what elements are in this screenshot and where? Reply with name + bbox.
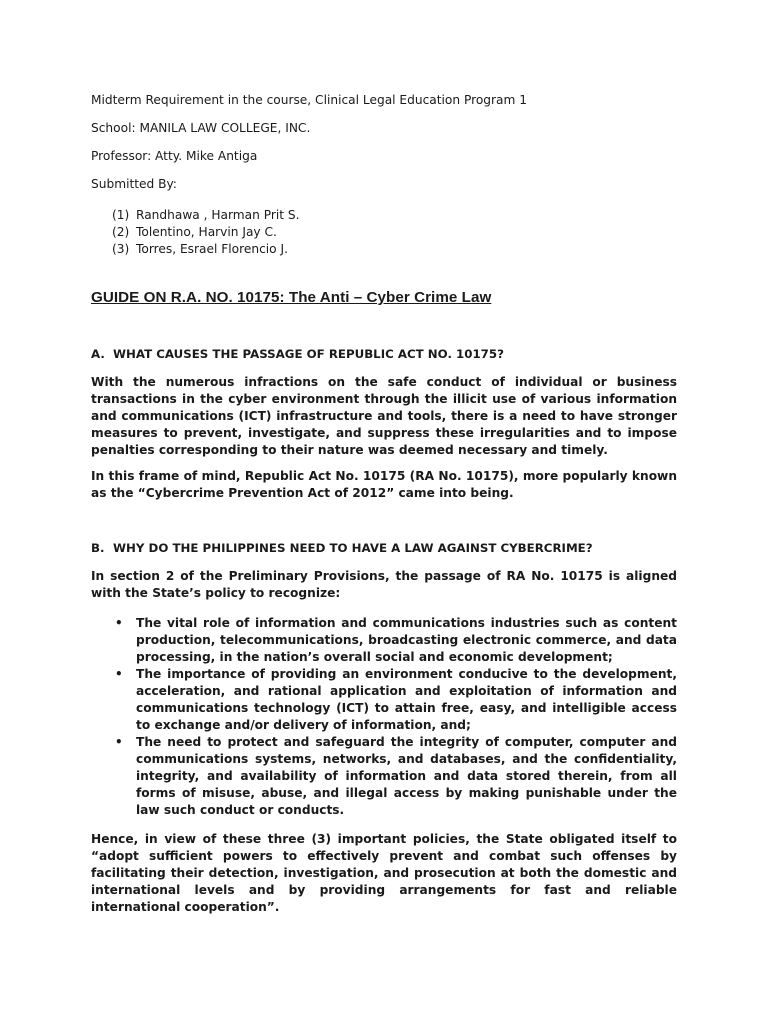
author-item bbox=[112, 224, 677, 241]
author-number: (2) bbox=[112, 225, 130, 239]
section-b-heading bbox=[91, 540, 677, 557]
section-a-title: WHAT CAUSES THE PASSAGE OF REPUBLIC ACT NO. 10175? bbox=[113, 347, 504, 361]
policy-bullet-item bbox=[115, 666, 677, 734]
author-name: Tolentino, Harvin Jay C. bbox=[136, 225, 277, 239]
policy-bullet-list bbox=[91, 615, 677, 819]
policy-bullet-text: The need to protect and safeguard the integrity of computer, computer and communications systems, networks, and databases, and the confidentiality, integrity, and availability of information and data stored therein, from all forms of misuse, abuse, and illegal access by making punishable under the law such conduct or conducts. bbox=[136, 735, 677, 817]
section-b-letter: B. bbox=[91, 541, 105, 555]
professor-line: Professor: Atty. Mike Antiga bbox=[91, 149, 258, 163]
policy-bullet-text: The vital role of information and communications industries such as content production, telecommunications, broadcasting electronic commerce, and data processing, in the nation’s overall social and economic development; bbox=[136, 616, 677, 664]
course-line: Midterm Requirement in the course, Clinical Legal Education Program 1 bbox=[91, 93, 528, 107]
section-a-letter: A. bbox=[91, 347, 105, 361]
author-name: Torres, Esrael Florencio J. bbox=[136, 242, 288, 256]
policy-bullet-text: The importance of providing an environment conducive to the development, acceleration, and rational application and exploitation of information and communications technology (ICT) to attain free, easy, and intelligible access to exchange and/or delivery of information, and; bbox=[136, 667, 677, 732]
document-title: GUIDE ON R.A. NO. 10175: The Anti – Cyber Crime Law bbox=[91, 289, 492, 306]
author-name: Randhawa , Harman Prit S. bbox=[136, 208, 300, 222]
section-b-title: WHY DO THE PHILIPPINES NEED TO HAVE A LAW AGAINST CYBERCRIME? bbox=[113, 541, 593, 555]
author-list bbox=[91, 207, 677, 258]
section-a-paragraph-1: With the numerous infractions on the safe conduct of individual or business transactions in the cyber environment through the illicit use of various information and communications (ICT) infrastructure and tools, there is a need to have stronger measures to prevent, investigate, and suppress these irregularities and to impose penalties corresponding to their nature was deemed necessary and timely. bbox=[91, 375, 677, 457]
section-b-intro: In section 2 of the Preliminary Provisions, the passage of RA No. 10175 is aligned with the State’s policy to recognize: bbox=[91, 569, 677, 600]
school-line: School: MANILA LAW COLLEGE, INC. bbox=[91, 121, 311, 135]
policy-bullet-item bbox=[115, 615, 677, 666]
author-item bbox=[112, 241, 677, 258]
bullet-icon: • bbox=[115, 616, 123, 630]
bullet-icon: • bbox=[115, 667, 123, 681]
submitted-by-label: Submitted By: bbox=[91, 177, 177, 191]
author-number: (3) bbox=[112, 242, 130, 256]
section-a-paragraph-2: In this frame of mind, Republic Act No. 10175 (RA No. 10175), more popularly known as the “Cybercrime Prevention Act of 2012” came into being. bbox=[91, 469, 677, 500]
policy-bullet-item bbox=[115, 734, 677, 819]
bullet-icon: • bbox=[115, 735, 123, 749]
author-item bbox=[112, 207, 677, 224]
section-b-conclusion: Hence, in view of these three (3) important policies, the State obligated itself to “adopt sufficient powers to effectively prevent and combat such offenses by facilitating their detection, investigation, and prosecution at both the domestic and international levels and by providing arrangements for fast and reliable international cooperation”. bbox=[91, 832, 677, 914]
section-a-heading bbox=[91, 346, 677, 363]
author-number: (1) bbox=[112, 208, 130, 222]
